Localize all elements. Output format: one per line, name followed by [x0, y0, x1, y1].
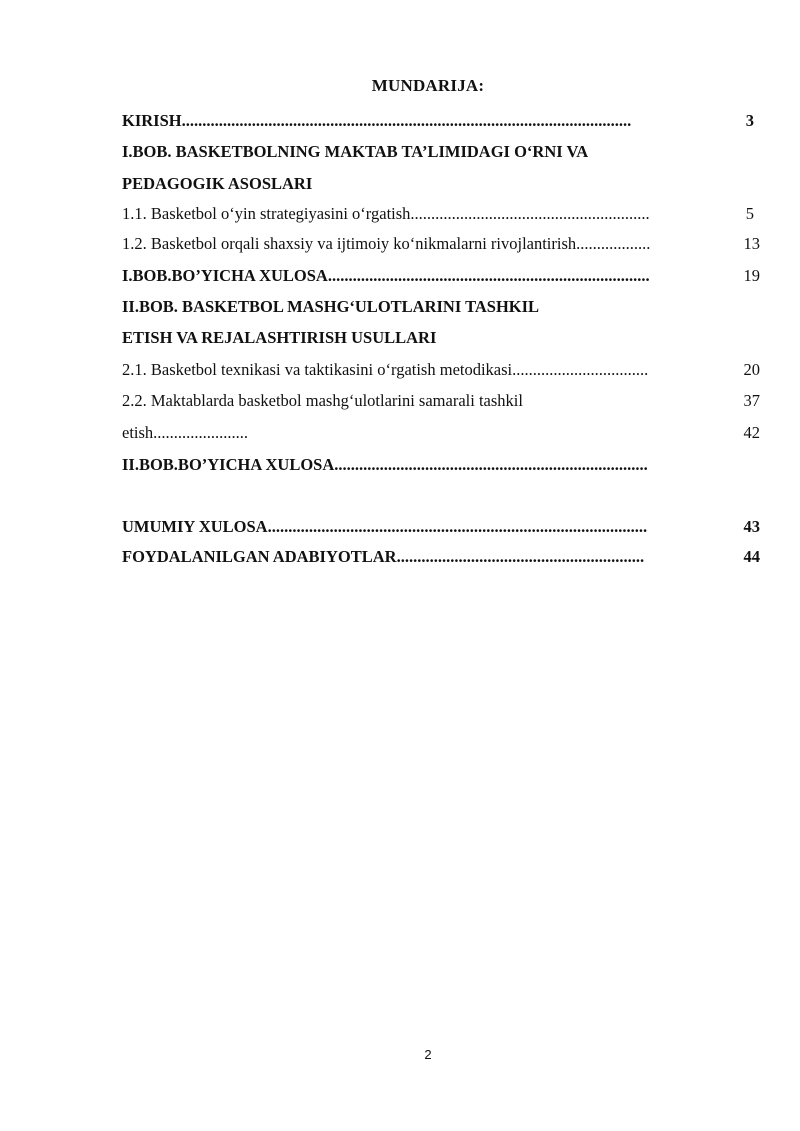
toc-entry-page: 37 [743, 391, 760, 410]
toc-entry-text: KIRISH............................................................................................................. [122, 111, 632, 130]
toc-entry-page: 43 [743, 517, 760, 536]
page-number: 2 [424, 1047, 432, 1062]
toc-entry-conclusion [122, 516, 760, 538]
toc-entry-text: etish....................... [122, 423, 249, 442]
toc-entry-page: 44 [743, 547, 760, 566]
toc-entry-introduction [122, 110, 760, 132]
toc-entry-page: 5 [745, 204, 754, 223]
toc-entry-chapter2-heading [122, 296, 760, 318]
toc-entry-text: UMUMIY XULOSA............................................................................................ [122, 517, 648, 536]
toc-entry-text: I.BOB.BO’YICHA XULOSA.............................................................................. [122, 266, 650, 285]
toc-entry-chapter1-heading-cont [122, 173, 760, 195]
toc-entry-text: II.BOB.BO’YICHA XULOSA............................................................................ [122, 455, 648, 474]
toc-entry-text: 1.1. Basketbol o‘yin strategiyasini o‘rgatish.......................................................... [122, 204, 650, 223]
toc-entry-chapter1-heading [122, 141, 760, 163]
toc-entry-page: 13 [743, 234, 760, 253]
toc-entry-text: ETISH VA REJALASHTIRISH USULLARI [122, 328, 437, 347]
toc-entry-page: 42 [743, 423, 760, 442]
toc-entry-section-2-2 [122, 390, 760, 412]
toc-entry-chapter2-heading-cont [122, 327, 760, 349]
toc-entry-text: I.BOB. BASKETBOLNING MAKTAB TA’LIMIDAGI O‘RNI VA [122, 142, 589, 161]
toc-title: MUNDARIJA: [371, 76, 485, 95]
toc-entry-page: 3 [745, 111, 754, 130]
toc-entry-section-1-1 [122, 203, 760, 225]
toc-entry-page: 19 [743, 266, 760, 285]
toc-entry-text: 2.1. Basketbol texnikasi va taktikasini o‘rgatish metodikasi................................. [122, 360, 649, 379]
toc-entry-text: 1.2. Basketbol orqali shaxsiy va ijtimoiy ko‘nikmalarni rivojlantirish.................. [122, 234, 651, 253]
toc-entry-section-2-2-cont [122, 422, 760, 444]
toc-entry-text: II.BOB. BASKETBOL MASHG‘ULOTLARINI TASHKIL [122, 297, 540, 316]
toc-entry-section-2-1 [122, 359, 760, 381]
toc-entry-text: PEDAGOGIK ASOSLARI [122, 174, 313, 193]
toc-entry-chapter1-summary [122, 265, 760, 287]
toc-entry-section-1-2 [122, 233, 760, 255]
toc-entry-text: FOYDALANILGAN ADABIYOTLAR............................................................ [122, 547, 645, 566]
toc-entry-page: 20 [743, 360, 760, 379]
toc-entry-text: 2.2. Maktablarda basketbol mashg‘ulotlarini samarali tashkil [122, 391, 523, 410]
toc-entry-chapter2-summary [122, 454, 760, 476]
toc-entry-references [122, 546, 760, 568]
